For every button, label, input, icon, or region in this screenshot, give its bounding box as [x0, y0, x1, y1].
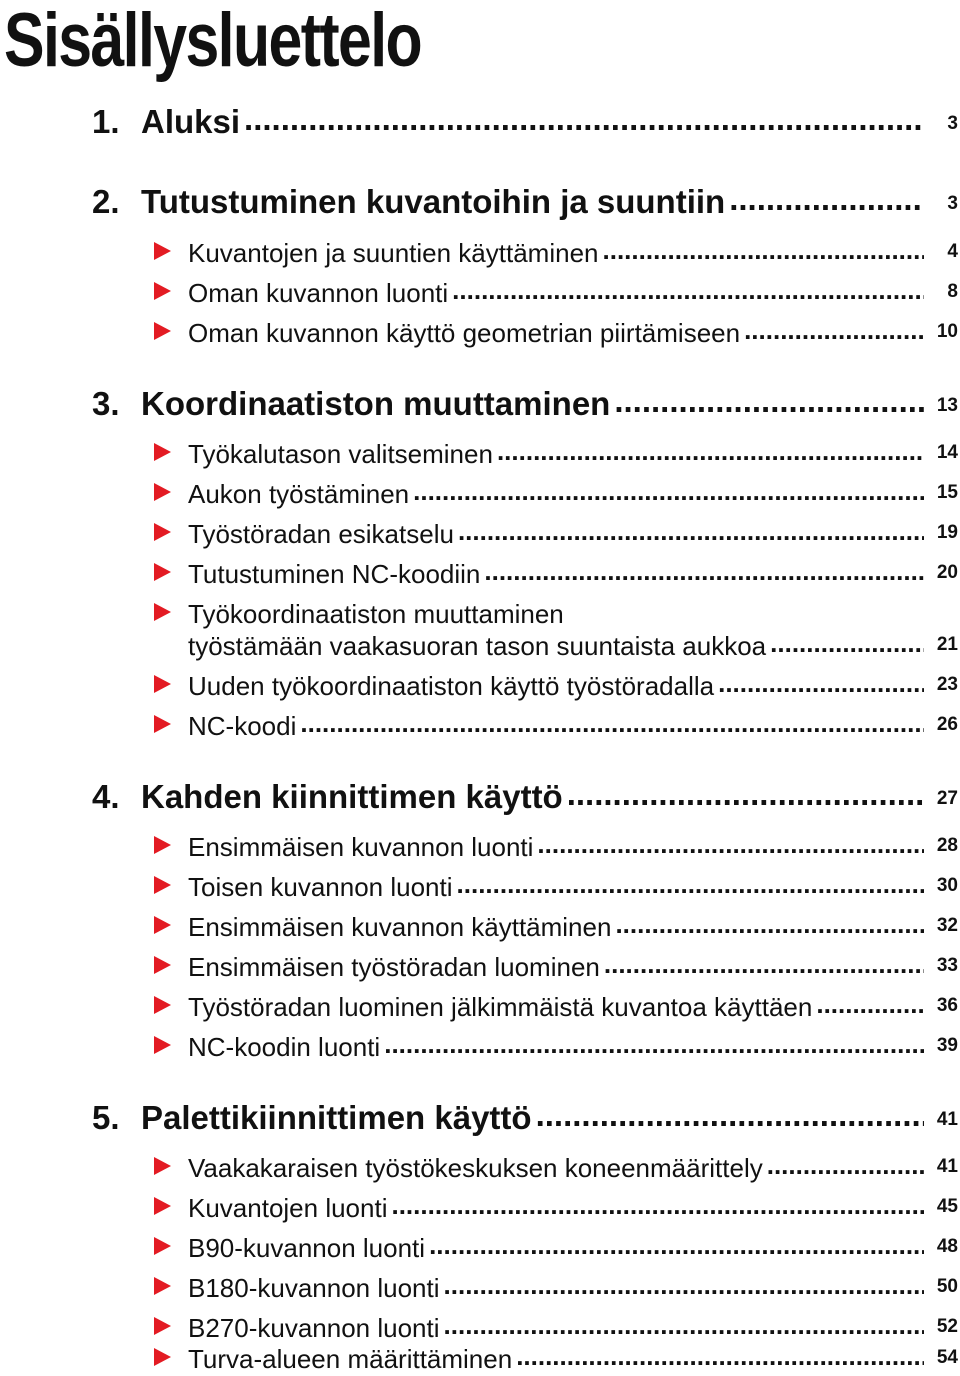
page-number: 27	[936, 788, 958, 809]
page-number: 54	[936, 1347, 958, 1368]
chapter-title: Tutustuminen kuvantoihin ja suuntiin	[141, 183, 726, 220]
toc-chapter-5[interactable]	[0, 1098, 960, 1138]
triangle-right-icon	[154, 956, 171, 974]
item-title-line1: Työkoordinaatiston muuttaminen	[188, 599, 564, 629]
page-number: 32	[936, 915, 958, 936]
triangle-right-icon	[154, 675, 171, 693]
dot-leader	[457, 870, 924, 896]
item-title-row	[188, 629, 924, 663]
dot-leader	[484, 557, 924, 583]
triangle-right-icon	[154, 916, 171, 934]
page-number: 14	[936, 442, 958, 463]
page-number: 48	[936, 1236, 958, 1257]
page-number: 39	[936, 1035, 958, 1056]
dot-leader	[458, 517, 924, 543]
toc-item[interactable]	[0, 1024, 960, 1064]
item-title: Turva-alueen määrittäminen	[188, 1344, 513, 1374]
dot-leader	[536, 1096, 924, 1129]
dot-leader	[516, 1342, 924, 1368]
item-title: Ensimmäisen työstöradan luominen	[188, 952, 600, 982]
dot-leader	[452, 276, 924, 302]
toc-item[interactable]	[0, 944, 960, 984]
dot-leader	[615, 910, 924, 936]
triangle-right-icon	[154, 563, 171, 581]
chapter-number: 2.	[92, 183, 120, 220]
item-title-row	[188, 830, 924, 864]
dot-leader	[300, 709, 924, 735]
chapter-title-row	[141, 382, 924, 424]
item-title: Oman kuvannon luonti	[188, 278, 449, 308]
item-title-row	[188, 910, 924, 944]
toc-item[interactable]	[0, 511, 960, 551]
dot-leader	[767, 1151, 924, 1177]
page-number: 10	[936, 321, 958, 342]
dot-leader	[729, 180, 924, 213]
toc-item[interactable]	[0, 824, 960, 864]
dot-leader	[497, 437, 924, 463]
item-title: Toisen kuvannon luonti	[188, 872, 453, 902]
page-number: 33	[936, 955, 958, 976]
item-title: Työstöradan esikatselu	[188, 519, 454, 549]
page-number: 26	[936, 714, 958, 735]
page-number: 23	[936, 674, 958, 695]
triangle-right-icon	[154, 523, 171, 541]
toc-item[interactable]	[0, 864, 960, 904]
dot-leader	[744, 316, 924, 342]
page-number: 41	[936, 1109, 958, 1130]
item-title-row	[188, 316, 924, 350]
page-number: 28	[936, 835, 958, 856]
page-number: 3	[947, 193, 958, 214]
item-title-row	[188, 1151, 924, 1185]
dot-leader	[391, 1191, 924, 1217]
item-title-row	[188, 709, 924, 743]
toc-item[interactable]	[0, 663, 960, 703]
item-title: Ensimmäisen kuvannon luonti	[188, 832, 534, 862]
chapter-title: Kahden kiinnittimen käyttö	[141, 778, 563, 815]
page-number: 30	[936, 875, 958, 896]
page-number: 13	[936, 395, 958, 416]
dot-leader	[816, 990, 924, 1016]
toc-item[interactable]	[0, 703, 960, 743]
chapter-title-row	[141, 180, 924, 222]
triangle-right-icon	[154, 322, 171, 340]
item-title: Aukon työstäminen	[188, 479, 410, 509]
item-title: Työkalutason valitseminen	[188, 439, 493, 469]
dot-leader	[603, 236, 925, 262]
triangle-right-icon	[154, 1036, 171, 1054]
triangle-right-icon	[154, 1197, 171, 1215]
page-number: 8	[947, 281, 958, 302]
triangle-right-icon	[154, 715, 171, 733]
triangle-right-icon	[154, 603, 171, 621]
item-title: Oman kuvannon käyttö geometrian piirtämiseen	[188, 318, 741, 348]
item-title-row	[188, 1191, 924, 1225]
toc-item[interactable]	[0, 1185, 960, 1225]
toc-chapter-1[interactable]	[0, 102, 960, 142]
item-title-row	[188, 517, 924, 551]
item-title: Uuden työkoordinaatiston käyttö työstöradalla	[188, 671, 715, 701]
chapter-title-row	[141, 775, 924, 817]
toc-item[interactable]	[0, 230, 960, 270]
dot-leader	[444, 1311, 924, 1337]
toc-item[interactable]	[0, 310, 960, 350]
triangle-right-icon	[154, 836, 171, 854]
triangle-right-icon	[154, 282, 171, 300]
item-title-row	[188, 669, 924, 703]
chapter-title-row	[141, 1096, 924, 1138]
page-number: 3	[947, 113, 958, 134]
dot-leader	[718, 669, 924, 695]
item-title: NC-koodi	[188, 711, 297, 741]
item-title-row	[188, 870, 924, 904]
item-title: Vaakakaraisen työstökeskuksen koneenmäärittely	[188, 1153, 763, 1183]
chapter-number: 3.	[92, 385, 120, 422]
dot-leader	[444, 1271, 924, 1297]
page-number: 41	[936, 1156, 958, 1177]
toc-item[interactable]	[0, 270, 960, 310]
chapter-number: 1.	[92, 103, 120, 140]
chapter-title: Aluksi	[141, 103, 241, 140]
chapter-title: Palettikiinnittimen käyttö	[141, 1099, 532, 1136]
toc-chapter-4[interactable]	[0, 777, 960, 817]
dot-leader	[244, 100, 924, 133]
page-number: 4	[947, 241, 958, 262]
toc-item[interactable]	[0, 1145, 960, 1185]
page-number: 52	[936, 1316, 958, 1337]
toc-item[interactable]	[0, 471, 960, 511]
toc-item[interactable]	[0, 431, 960, 471]
item-title: B180-kuvannon luonti	[188, 1273, 440, 1303]
page-number: 45	[936, 1196, 958, 1217]
dot-leader	[770, 629, 924, 655]
item-title: Kuvantojen ja suuntien käyttäminen	[188, 238, 599, 268]
toc-item[interactable]	[0, 551, 960, 591]
chapter-number: 4.	[92, 778, 120, 815]
triangle-right-icon	[154, 242, 171, 260]
chapter-title-row	[141, 100, 924, 142]
item-title-row	[188, 1030, 924, 1064]
page-number: 21	[936, 634, 958, 655]
chapter-title: Koordinaatiston muuttaminen	[141, 385, 611, 422]
item-title-row	[188, 276, 924, 310]
item-title-row	[188, 950, 924, 984]
chapter-number: 5.	[92, 1099, 120, 1136]
page-number: 50	[936, 1276, 958, 1297]
triangle-right-icon	[154, 1237, 171, 1255]
item-title: Työstöradan luominen jälkimmäistä kuvantoa käyttäen	[188, 992, 813, 1022]
page-number: 36	[936, 995, 958, 1016]
toc-item[interactable]	[0, 623, 960, 663]
dot-leader	[614, 382, 924, 415]
item-title-row	[188, 1231, 924, 1265]
page-title: Sisällysluettelo	[4, 0, 422, 83]
triangle-right-icon	[154, 1317, 171, 1335]
item-title: Kuvantojen luonti	[188, 1193, 388, 1223]
item-title: työstämään vaakasuoran tason suuntaista aukkoa	[188, 631, 767, 661]
toc-chapter-3[interactable]	[0, 384, 960, 424]
triangle-right-icon	[154, 876, 171, 894]
dot-leader	[537, 830, 924, 856]
item-title: Ensimmäisen kuvannon käyttäminen	[188, 912, 612, 942]
dot-leader	[384, 1030, 924, 1056]
triangle-right-icon	[154, 1348, 171, 1366]
item-title: B270-kuvannon luonti	[188, 1313, 440, 1343]
item-title: NC-koodin luonti	[188, 1032, 381, 1062]
toc-item[interactable]	[0, 984, 960, 1024]
toc-item[interactable]	[0, 1336, 960, 1376]
toc-item[interactable]	[0, 1265, 960, 1305]
page-number: 20	[936, 562, 958, 583]
item-title-row	[188, 557, 924, 591]
item-title-row	[188, 1271, 924, 1305]
triangle-right-icon	[154, 1157, 171, 1175]
item-title-row	[188, 1342, 924, 1376]
triangle-right-icon	[154, 443, 171, 461]
triangle-right-icon	[154, 483, 171, 501]
dot-leader	[604, 950, 924, 976]
page-number: 15	[936, 482, 958, 503]
item-title-row	[188, 990, 924, 1024]
dot-leader	[429, 1231, 924, 1257]
dot-leader	[413, 477, 924, 503]
triangle-right-icon	[154, 1277, 171, 1295]
item-title: B90-kuvannon luonti	[188, 1233, 426, 1263]
item-title-row	[188, 477, 924, 511]
item-title-row	[188, 236, 924, 270]
item-title: Tutustuminen NC-koodiin	[188, 559, 481, 589]
page-number: 19	[936, 522, 958, 543]
dot-leader	[567, 775, 924, 808]
item-title-row	[188, 437, 924, 471]
toc-item[interactable]	[0, 904, 960, 944]
toc-item[interactable]	[0, 1225, 960, 1265]
toc-chapter-2[interactable]	[0, 182, 960, 222]
triangle-right-icon	[154, 996, 171, 1014]
